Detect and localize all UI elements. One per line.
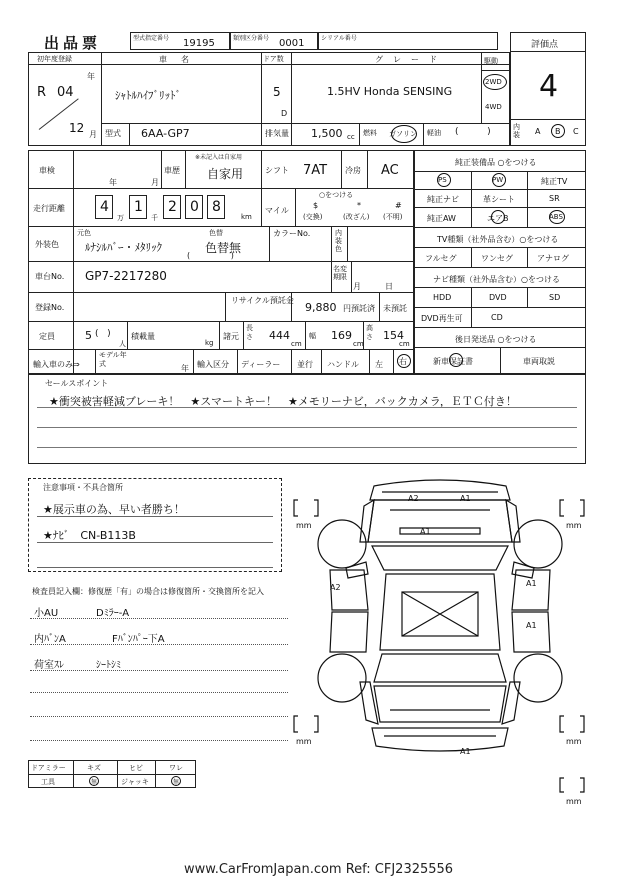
reg-no-label: 登録No. [35, 303, 65, 312]
sales-points-text: ★衝突被害軽減ブレーキ！ ★スマートキー！ ★メモリーナビ，バックカメラ，ＥＴＣ付き！ [49, 395, 517, 408]
load-label: 積載量 [131, 332, 155, 341]
height-value: 154 [383, 329, 404, 342]
first-reg-year: 04 [57, 85, 74, 100]
equip-ps: PS [438, 176, 447, 184]
tv-fullseg: フルセグ [425, 254, 457, 263]
model-year-label: モデル年式 [99, 351, 127, 368]
model-name: ｼｬﾄﾙﾊｲﾌﾞﾘｯﾄﾞ [115, 89, 181, 102]
length-unit: cm [291, 340, 302, 348]
kg-unit: kg [205, 339, 214, 347]
mm-label-front-right: mm [566, 521, 582, 530]
height-unit: cm [399, 340, 410, 348]
color-value: ﾙﾅｼﾙﾊﾞｰ・ﾒﾀﾘｯｸ [85, 241, 162, 254]
doors-value: 5 [273, 85, 281, 99]
grade-value: 1.5HV Honda SENSING [327, 85, 453, 98]
usage-value: 自家用 [207, 167, 244, 181]
import-class-label: 輸入区分 [197, 360, 229, 369]
equip-pw: PW [492, 176, 504, 184]
category-value: 0001 [279, 38, 305, 49]
door-type: D [281, 109, 288, 118]
drive-label: 駆動 [484, 57, 498, 65]
legend-tools: 工具 [41, 778, 55, 786]
inspector-row1-a: 小AU [34, 608, 59, 619]
sheet-title: 出品票 [44, 34, 102, 52]
legend-break: ワレ [169, 764, 183, 772]
legend-jack: ジャッキ [121, 778, 149, 786]
equipment-header: 純正装備品 ○をつける [455, 158, 537, 167]
doors-label: ドア数 [263, 55, 284, 63]
recycle-unit: 円預託済 [343, 304, 375, 313]
mileage-digit-2: 1 [134, 199, 143, 215]
model-designation-box [130, 32, 230, 50]
sales-points-label: セールスポイント [45, 379, 109, 388]
meter-opt1: (交換) [303, 213, 323, 221]
navi-cd: CD [491, 313, 503, 322]
notes-line1: ★展示車の為、早い者勝ち！ [43, 503, 185, 516]
damage-mark-hood: A1 [420, 527, 431, 536]
legend-tools-mark: 無 [91, 779, 98, 786]
inspector-row3-a: 荷室ｽﾚ [34, 660, 64, 671]
navi-hdd: HDD [433, 293, 452, 302]
inspector-label: 検査員記入欄：修復歴「有」の場合は修復箇所・交換箇所を記入 [32, 587, 264, 596]
damage-mark-right-door-front: A1 [526, 579, 537, 588]
color-orig-label: 元色 [77, 229, 91, 237]
displacement-label: 排気量 [265, 129, 289, 138]
notes-block [28, 478, 282, 572]
mm-label-spare: mm [566, 797, 582, 806]
displacement-value: 1,500 [311, 127, 343, 140]
equipment-block [414, 150, 586, 374]
navi-sd: SD [549, 293, 561, 302]
import-label: 輸入車のみ⇒ [33, 360, 80, 369]
ac-label: 冷房 [345, 166, 361, 175]
color-code-label: 色替 [209, 229, 223, 237]
tv-header: TV種類（社外品含む）○をつける [437, 235, 559, 244]
fuel-label: 燃料 [363, 129, 377, 137]
dealer-label: ディーラー [241, 360, 281, 369]
notes-label: 注意事項・不具合箇所 [43, 483, 123, 492]
name-change-month-unit: 月 [353, 282, 361, 291]
usage-note: ※未記入は自家用 [195, 154, 243, 161]
interior-label: 内装 [513, 123, 520, 139]
later-header: 後日発送品 ○をつける [455, 335, 537, 344]
name-change-label: 名変期限 [333, 265, 347, 281]
damage-mark-right-door-rear: A1 [526, 621, 537, 630]
fuel-value: ガソリン [389, 130, 417, 138]
type-label: 型式 [105, 129, 121, 138]
equip-sr: SR [549, 194, 560, 203]
meter-opt1-sym: $ [313, 201, 319, 210]
width-unit: cm [353, 340, 364, 348]
color-change: 色替無 [205, 241, 242, 255]
capacity-value: 5 [85, 329, 92, 342]
first-reg-label: 初年度登録 [37, 55, 72, 63]
person-unit: 人 [119, 340, 126, 348]
height-label: 高さ [366, 324, 373, 341]
later-manual: 車両取説 [523, 357, 555, 366]
model-designation-value: 19195 [183, 38, 215, 49]
recycle-label: リサイクル預託金 [231, 296, 294, 305]
inspector-row3-b: ｼｰﾄｼﾐ [96, 660, 121, 671]
damage-mark-rear-bumper: A1 [460, 747, 471, 756]
legend-table [28, 760, 196, 788]
inspection-year-unit: 年 [109, 178, 117, 187]
navi-dvd-play: DVD再生可 [421, 314, 463, 323]
recycle-not: 未預託 [383, 304, 407, 313]
rating-label: 評価点 [531, 40, 559, 50]
model-name-label: 車名 [159, 55, 203, 64]
inspector-row1-b: Dﾐﾗｰ-A [96, 608, 130, 619]
basic-info-block: 初年度登録 年 R 04 12 月 車名 ｼｬﾄﾙﾊｲﾌﾞﾘｯﾄﾞ ドア数 5 D グレード 1.5HV Honda SENSING 駆動 2WD 4WD 型式 6AA-GP7 排気量 1,500 cc 燃料 ガソリン 軽油 ( ) [28, 52, 510, 146]
meter-opt2: (改ざん) [343, 213, 370, 221]
category-label: 類別区分番号 [233, 35, 270, 42]
equip-navi: 純正ナビ [427, 195, 459, 204]
color-label: 外装色 [35, 240, 59, 249]
meter-opt2-sym: * [357, 201, 361, 210]
usage-label: 車歴 [164, 166, 180, 175]
mileage-label: 走行距離 [33, 204, 65, 213]
inspector-row2-a: 内ﾊﾞﾝA [34, 634, 66, 645]
sales-points-block [28, 374, 586, 464]
drive-2wd: 2WD [485, 78, 502, 86]
equip-abs: ABS [549, 213, 563, 221]
mm-label-front-left: mm [296, 521, 312, 530]
legend-mirror: ドアミラー [31, 764, 66, 772]
tv-analog: アナログ [537, 254, 569, 263]
circle-note: ○をつける [319, 191, 354, 199]
chassis-value: GP7-2217280 [85, 269, 167, 283]
rating-value: 4 [539, 69, 559, 104]
navi-dvd: DVD [489, 293, 507, 302]
month-unit: 月 [89, 130, 97, 139]
year-unit: 年 [87, 72, 95, 81]
rating-box [510, 32, 586, 146]
equip-tv: 純正TV [541, 177, 568, 186]
type-value: 6AA-GP7 [141, 127, 190, 140]
mileage-digit-1: 4 [100, 199, 109, 215]
equip-airbag: エアB [487, 214, 509, 223]
measure-label: 諸元 [223, 332, 239, 341]
sen-unit: 千 [151, 214, 158, 222]
length-label: 長さ [246, 324, 253, 341]
inspection-label: 車検 [39, 166, 55, 175]
model-designation-label: 型式指定番号 [133, 35, 170, 42]
meter-opt3-sym: # [395, 201, 402, 210]
width-label: 幅 [309, 332, 316, 340]
capacity-label: 定員 [39, 332, 55, 341]
damage-mark-front-bumper-1: A2 [408, 494, 419, 503]
chassis-label: 車台No. [35, 272, 65, 281]
left-label: 左 [375, 360, 383, 369]
era: R [37, 85, 47, 100]
km-unit: km [241, 213, 252, 221]
notes-line2: ★ﾅﾋﾞ CN-B113B [43, 529, 136, 542]
displacement-unit: cc [347, 133, 355, 141]
grade-label: グレード [375, 55, 447, 64]
equip-aw: 純正AW [427, 214, 456, 223]
first-reg-month: 12 [69, 121, 85, 135]
interior-c: C [573, 127, 579, 136]
name-change-day-unit: 日 [385, 282, 393, 291]
damage-mark-left-door: A2 [330, 583, 341, 592]
meter-opt3: (不明) [383, 213, 403, 221]
parallel-label: 並行 [297, 360, 313, 369]
inspection-month-unit: 月 [151, 178, 159, 187]
legend-crack: ヒビ [129, 764, 143, 772]
mileage-digit-3: 2 [168, 199, 177, 215]
equip-leather: 革シート [483, 195, 515, 204]
diesel-label: 軽油 [427, 129, 441, 137]
mileage-digit-5: 8 [212, 199, 221, 215]
model-year-unit: 年 [181, 364, 189, 373]
tv-oneseg: ワンセグ [481, 254, 513, 263]
mileage-digit-4: 0 [190, 199, 199, 215]
serial-label: シリアル番号 [321, 35, 357, 42]
interior-a: A [535, 127, 541, 136]
mm-label-rear-left: mm [296, 737, 312, 746]
interior-color-label: 内装色 [335, 229, 342, 253]
shift-value: 7AT [303, 163, 328, 178]
navi-header: ナビ種類（社外品含む）○をつける [433, 275, 560, 284]
ac-value: AC [381, 163, 399, 178]
category-box [230, 32, 318, 50]
mm-label-rear-right: mm [566, 737, 582, 746]
car-damage-diagram [290, 470, 590, 810]
legend-scratch: キズ [87, 764, 101, 772]
length-value: 444 [269, 329, 290, 342]
watermark: www.CarFromJapan.com Ref: CFJ2325556 [184, 862, 454, 877]
man-unit: 万 [117, 214, 124, 222]
interior-b: B [555, 127, 561, 136]
serial-box [318, 32, 498, 50]
mile-label: マイル [265, 206, 289, 215]
handle-label: ハンドル [327, 360, 359, 369]
recycle-value: 9,880 [305, 301, 337, 314]
damage-mark-front-bumper-2: A1 [460, 494, 471, 503]
shift-label: シフト [265, 166, 289, 175]
right-label: 右 [399, 357, 407, 366]
details-block: 車検 年 月 車歴 ※未記入は自家用 自家用 シフト 7AT 冷房 AC 走行距離 4 万 1 千 2 0 8 km マイル ○をつける $ (交換) * (改ざん) # (不明) 外装色 元色 ﾙﾅｼﾙﾊﾞｰ・ﾒﾀﾘｯｸ 色替 色替無 ( ) カラーNo. 内装色 車台No. GP7-2217280 名変期限 月 日 登録No. リサイクル預託金 9,880 円預託済 未預託 定員 5 ( ) 人 積載量 kg 諸元 長さ 444 cm 幅 169 cm 高さ 154 cm 輸入車のみ⇒ モデル年式 年 輸入区分 ディーラー 並行 ハンドル 左 右 [28, 150, 414, 374]
inspector-row2-b: Fﾊﾞﾝﾊﾟｰ下A [112, 634, 165, 645]
width-value: 169 [331, 329, 352, 342]
drive-4wd: 4WD [485, 103, 502, 111]
later-warranty: 新車保証書 [433, 357, 473, 366]
legend-jack-mark: 無 [173, 779, 180, 786]
color-no-label: カラーNo. [273, 229, 311, 238]
